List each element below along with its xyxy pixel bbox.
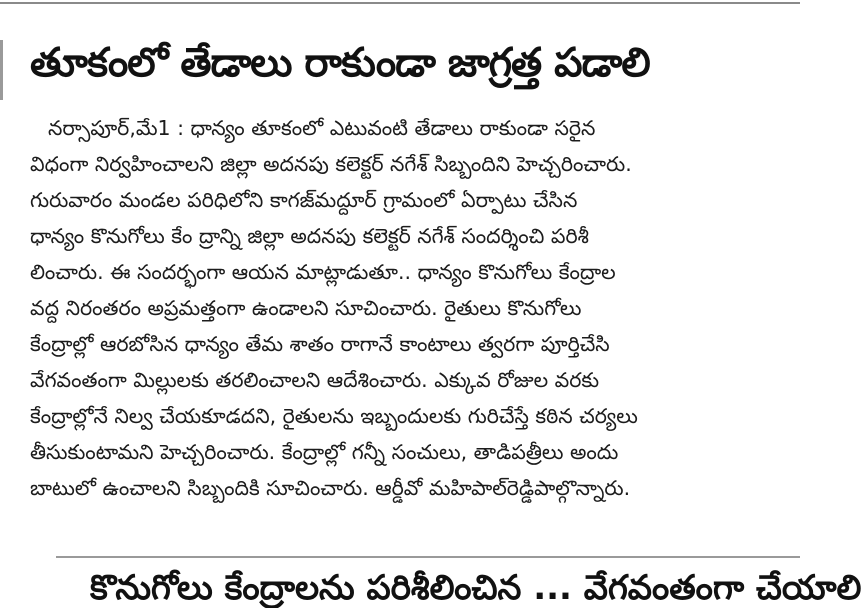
article-line: విధంగా నిర్వహించాలని జిల్లా అదనపు కలెక్టర్ నగేశ్ సిబ్బందిని హెచ్చరించారు. <box>30 152 632 176</box>
article-line: కేంద్రాల్లో ఆరబోసిన ధాన్యం తేమ శాతం రాగానే కాంటాలు త్వరగా పూర్తిచేసి <box>30 332 610 356</box>
column-divider <box>0 40 3 100</box>
article-headline: తూకంలో తేడాలు రాకుండా జాగ్రత్త పడాలి <box>30 40 650 86</box>
article-line: ధాన్యం కొనుగోలు కేం ద్రాన్ని జిల్లా అదనపు కలెక్టర్ నగేశ్ సందర్శించి పరిశీ <box>30 224 589 248</box>
top-divider <box>0 2 800 4</box>
article-line: తీసుకుంటామని హెచ్చరించారు. కేంద్రాల్లో గన్నీ సంచులు, తాడిపత్రీలు అందు <box>30 440 619 464</box>
article-line: వేగవంతంగా మిల్లులకు తరలించాలని ఆదేశించారు. ఎక్కువ రోజుల వరకు <box>30 368 600 392</box>
article-line: కేంద్రాల్లోనే నిల్వ చేయకూడదని, రైతులను ఇబ్బందులకు గురిచేస్తే కఠిన చర్యలు <box>30 404 638 428</box>
article-line: లించారు. ఈ సందర్భంగా ఆయన మాట్లాడుతూ.. ధాన్యం కొనుగోలు కేంద్రాల <box>30 260 616 284</box>
article-line: వద్ద నిరంతరం అప్రమత్తంగా ఉండాలని సూచించారు. రైతులు కొనుగోలు <box>30 296 582 320</box>
article-line: గురువారం మండల పరిధిలోని కాగజ్‌మద్దూర్ గ్రామంలో ఏర్పాటు చేసిన <box>30 188 578 212</box>
article-body <box>30 110 790 506</box>
next-article-headline: కొనుగోలు కేంద్రాలను పరిశీలించిన ... వేగవంతంగా చేయాలి <box>90 568 861 608</box>
article-line: బాటులో ఉంచాలని సిబ్బందికి సూచించారు. ఆర్డీవో మహిపాల్‌రెడ్డిపాల్గొన్నారు. <box>30 476 631 500</box>
bottom-divider <box>56 556 800 558</box>
article-line: నర్సాపూర్,మే1 : ధాన్యం తూకంలో ఎటువంటి తేడాలు రాకుండా సరైన <box>48 116 596 140</box>
